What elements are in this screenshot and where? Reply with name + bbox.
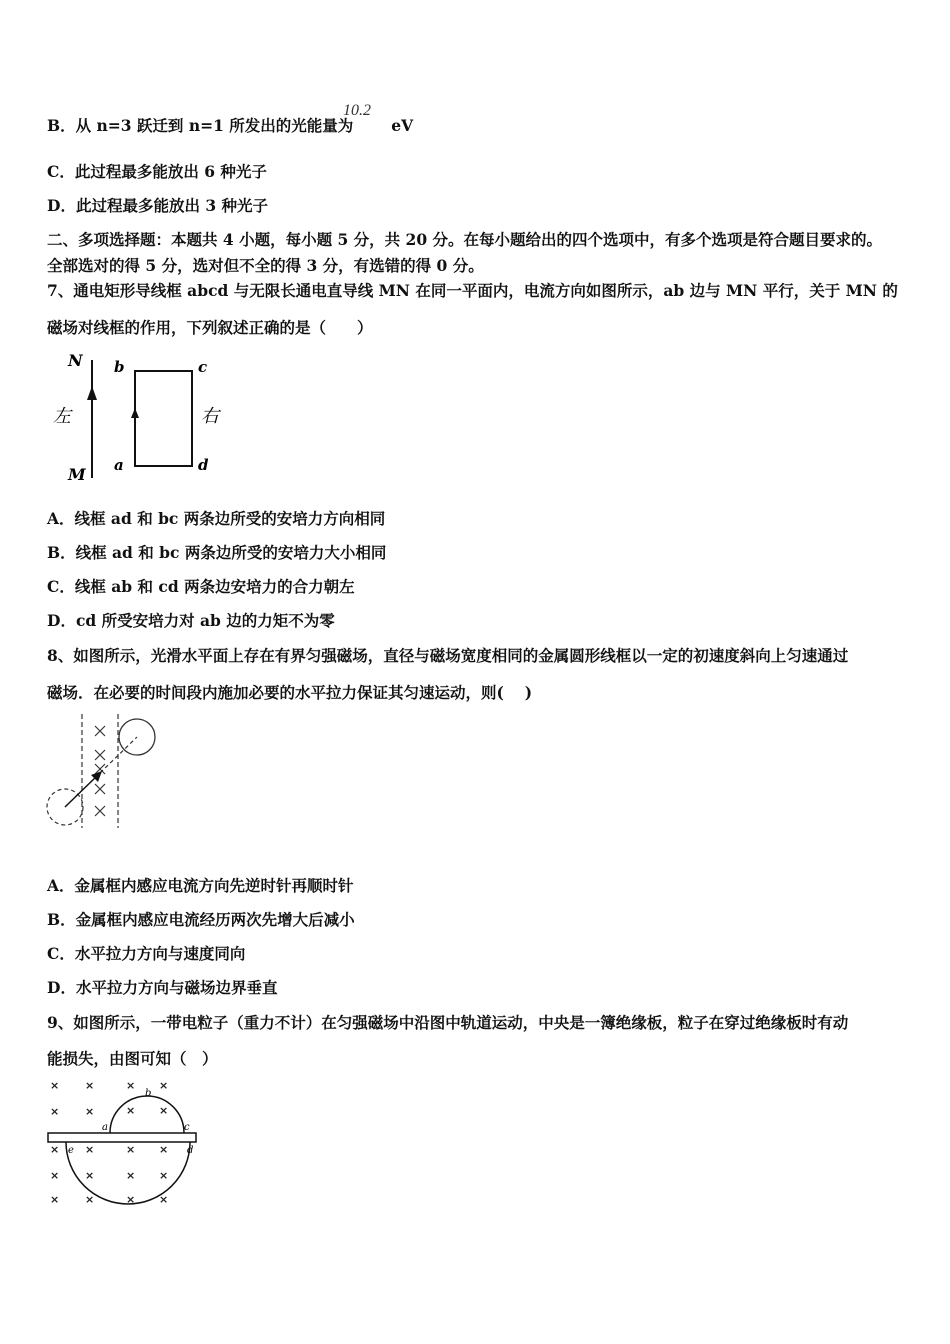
q9-cross: × xyxy=(50,1169,60,1182)
q7-option-a: A．线框 ad 和 bc 两条边所受的安培力方向相同 xyxy=(47,509,386,528)
q8-option-d: D．水平拉力方向与磁场边界垂直 xyxy=(47,978,278,997)
q7-label-a: a xyxy=(114,456,124,474)
q7-current-arrow xyxy=(87,386,97,400)
q7-label-d: d xyxy=(198,456,209,474)
q9-cross: × xyxy=(50,1105,60,1118)
q9-label-a: a xyxy=(102,1122,108,1133)
q7-label-c: c xyxy=(198,358,208,376)
q9-label-d: d xyxy=(187,1145,194,1156)
q7-option-b: B．线框 ad 和 bc 两条边所受的安培力大小相同 xyxy=(47,543,387,562)
q9-figure xyxy=(44,1076,204,1212)
q7-label-left: 左 xyxy=(53,406,71,427)
q9-cross: × xyxy=(126,1169,136,1182)
q9-cross: × xyxy=(126,1104,136,1117)
q6-option-b-unit: eV xyxy=(391,116,414,135)
q9-cross: × xyxy=(85,1169,95,1182)
q7-loop-abcd xyxy=(135,371,192,466)
q9-label-e: e xyxy=(68,1145,74,1156)
q9-cross: × xyxy=(159,1193,169,1206)
q8-option-c: C．水平拉力方向与速度同向 xyxy=(47,944,246,963)
q9-cross: × xyxy=(159,1169,169,1182)
q7-label-M: M xyxy=(68,465,86,484)
section2-line1: 二、多项选择题：本题共 4 小题，每小题 5 分，共 20 分。在每小题给出的四个选项中，有多个选项是符合题目要求的。 xyxy=(47,230,883,249)
q7-figure xyxy=(48,350,228,485)
q9-cross: × xyxy=(159,1104,169,1117)
q7-stem-line2: 磁场对线框的作用，下列叙述正确的是（ ） xyxy=(47,318,373,337)
q9-cross: × xyxy=(50,1079,60,1092)
q7-option-d: D．cd 所受安培力对 ab 边的力矩不为零 xyxy=(47,611,335,630)
q9-stem-line2: 能损失，由图可知（ ） xyxy=(47,1049,218,1068)
energy-value: 10.2 xyxy=(343,102,371,119)
q7-label-N: N xyxy=(68,351,83,370)
q7-label-right: 右 xyxy=(201,406,219,427)
q8-figure xyxy=(40,712,165,832)
q9-cross: × xyxy=(126,1193,136,1206)
q9-cross: × xyxy=(50,1193,60,1206)
q6-option-b-text: B．从 n=3 跃迁到 n=1 所发出的光能量为 xyxy=(47,116,354,135)
q9-cross: × xyxy=(85,1143,95,1156)
q8-stem-line1: 8、如图所示，光滑水平面上存在有界匀强磁场，直径与磁场宽度相同的金属圆形线框以一定的初速度斜向上匀速通过 xyxy=(47,646,849,665)
q7-loop-current-arrow xyxy=(131,408,139,418)
q9-cross: × xyxy=(159,1079,169,1092)
q8-stem-line2: 磁场．在必要的时间段内施加必要的水平拉力保证其匀速运动，则( ) xyxy=(47,683,533,702)
q9-label-b: b xyxy=(145,1088,152,1099)
q9-stem-line1: 9、如图所示，一带电粒子（重力不计）在匀强磁场中沿图中轨道运动，中央是一簿绝缘板，粒子在穿过绝缘板时有动 xyxy=(47,1013,849,1032)
q9-upper-arc xyxy=(110,1096,184,1133)
q9-cross: × xyxy=(85,1079,95,1092)
q9-cross: × xyxy=(85,1193,95,1206)
q7-label-b: b xyxy=(114,358,125,376)
q7-option-c: C．线框 ab 和 cd 两条边安培力的合力朝左 xyxy=(47,577,355,596)
q8-option-a: A．金属框内感应电流方向先逆时针再顺时针 xyxy=(47,876,354,895)
q9-cross: × xyxy=(126,1079,136,1092)
q7-stem-line1: 7、通电矩形导线框 abcd 与无限长通电直导线 MN 在同一平面内，电流方向如图所示，ab 边与 MN 平行，关于 MN 的 xyxy=(47,281,898,300)
q6-option-c: C．此过程最多能放出 6 种光子 xyxy=(47,162,267,181)
q8-option-b: B．金属框内感应电流经历两次先增大后减小 xyxy=(47,910,355,929)
q9-label-c: c xyxy=(184,1122,190,1133)
q9-cross: × xyxy=(159,1143,169,1156)
q9-cross: × xyxy=(50,1143,60,1156)
q6-option-d: D．此过程最多能放出 3 种光子 xyxy=(47,196,269,215)
q8-field-crosses xyxy=(95,726,105,816)
q9-insulating-plate xyxy=(48,1133,196,1142)
section2-line2: 全部选对的得 5 分，选对但不全的得 3 分，有选错的得 0 分。 xyxy=(47,256,484,275)
q9-cross: × xyxy=(126,1143,136,1156)
q9-cross: × xyxy=(85,1105,95,1118)
